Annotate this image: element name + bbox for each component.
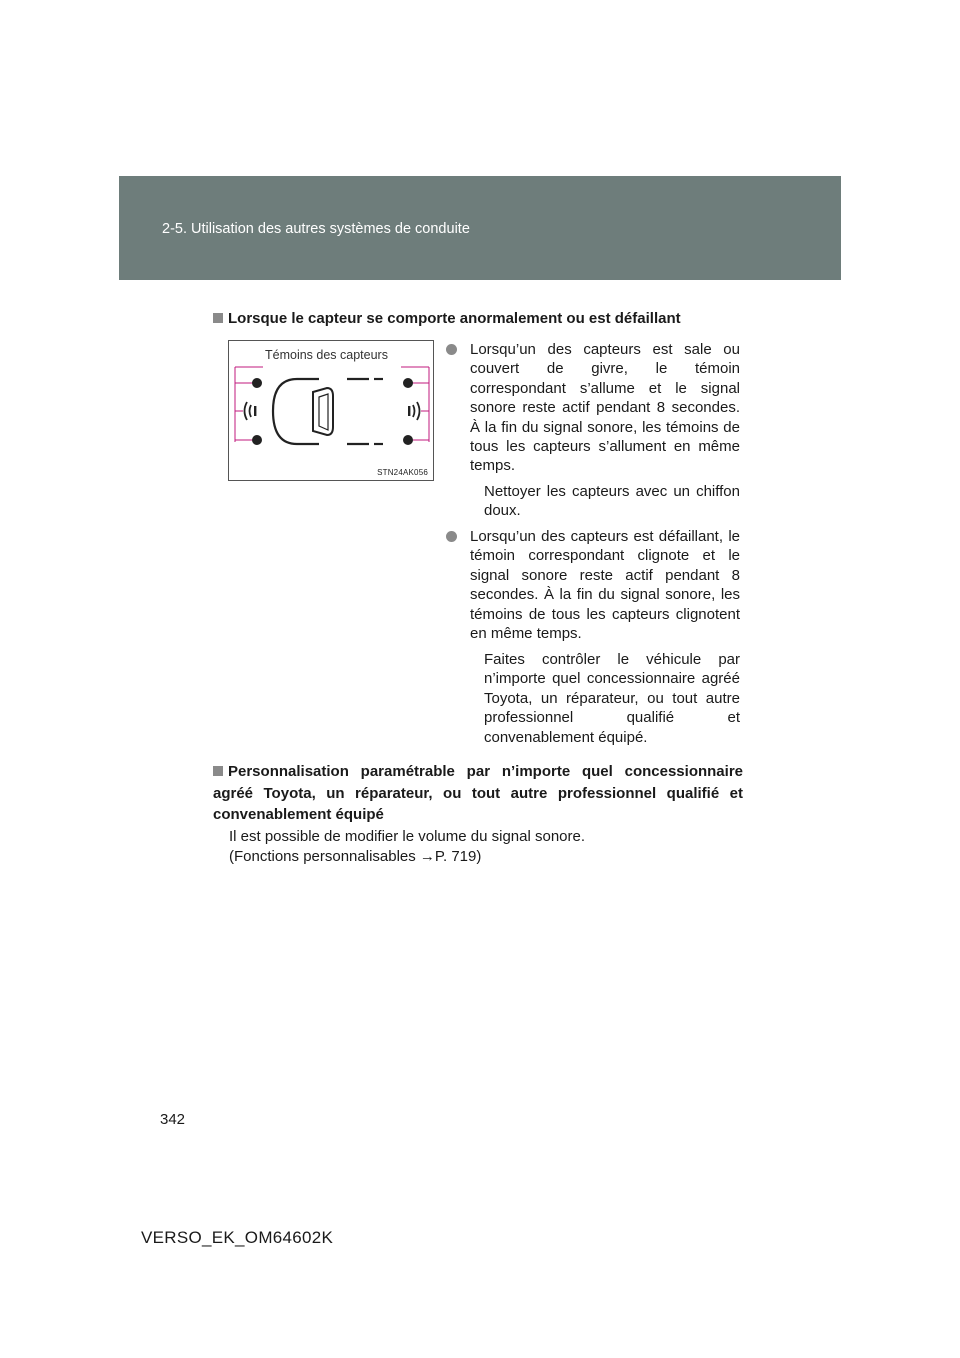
customization-body: [229, 827, 741, 867]
bullet-text: Lorsqu’un des capteurs est sale ou couvert de givre, le témoin correspondant s’allume et le signal sonore reste actif pendant 8 secondes. À la fin du signal sonore, les témoins de tous les capteurs s’allument en même temps.: [470, 341, 740, 475]
section-heading-text: Personnalisation paramétrable par n’importe quel concessionnaire agréé Toyota, un réparateur, ou tout autre professionnel qualifié et convenablement équipé: [213, 763, 743, 823]
body-line-reference: (Fonctions personnalisables →P. 719): [229, 848, 482, 865]
chapter-title: 2-5. Utilisation des autres systèmes de conduite: [162, 221, 470, 237]
figure-code: STN24AK056: [377, 468, 428, 477]
section-heading-customization: [213, 761, 743, 826]
page-number: 342: [160, 1111, 186, 1128]
square-bullet-icon: [213, 313, 223, 323]
chapter-header: [119, 176, 841, 280]
sensor-indicators-figure: [228, 340, 434, 481]
section-heading-malfunction: [213, 308, 743, 329]
list-item: [446, 527, 740, 643]
body-line: Il est possible de modifier le volume du signal sonore.: [229, 828, 586, 845]
bullet-text: Lorsqu’un des capteurs est défaillant, le témoin correspondant clignote et le signal sonore reste actif pendant 8 secondes. À la fin du signal sonore, les témoins de tous les capteurs clignotent en même temps.: [470, 528, 740, 643]
figure-label: Témoins des capteurs: [261, 348, 392, 362]
bullet-note: Faites contrôler le véhicule par n’importe quel concessionnaire agréé Toyota, un réparateur, ou tout autre professionnel qualifié et convenablement équipé.: [484, 651, 740, 746]
square-bullet-icon: [213, 766, 223, 776]
round-bullet-icon: [446, 344, 457, 355]
round-bullet-icon: [446, 531, 457, 542]
sensor-diagram: [229, 341, 435, 482]
bullet-note: Nettoyer les capteurs avec un chiffon doux.: [484, 483, 740, 520]
list-item: [446, 340, 740, 476]
section-heading-text: Lorsque le capteur se comporte anormalement ou est défaillant: [228, 310, 681, 327]
document-code: VERSO_EK_OM64602K: [141, 1228, 334, 1247]
